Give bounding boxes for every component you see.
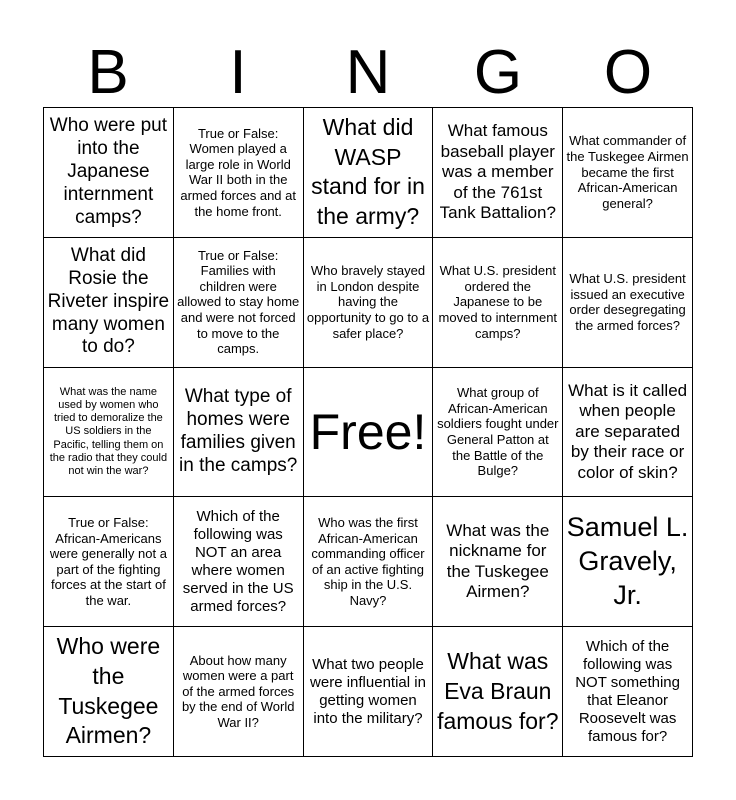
bingo-cell: Who bravely stayed in London despite having the opportunity to go to a safer place? <box>304 238 434 368</box>
bingo-cell: Who were the Tuskegee Airmen? <box>44 627 174 757</box>
bingo-cell: What is it called when people are separated by their race or color of skin? <box>563 368 693 498</box>
bingo-cell: What type of homes were families given in the camps? <box>174 368 304 498</box>
header-letter-b: B <box>87 38 129 107</box>
bingo-cell: True or False: Women played a large role in World War II both in the armed forces and at the home front. <box>174 108 304 238</box>
bingo-cell: What two people were influential in getting women into the military? <box>304 627 434 757</box>
bingo-cell: Who were put into the Japanese internment camps? <box>44 108 174 238</box>
bingo-cell: What group of African-American soldiers fought under General Patton at the Battle of the Bulge? <box>433 368 563 498</box>
header-letter-o: O <box>603 38 653 107</box>
bingo-cell: Which of the following was NOT an area where women served in the US armed forces? <box>174 497 304 627</box>
bingo-header <box>43 40 693 106</box>
bingo-cell: What was the nickname for the Tuskegee Airmen? <box>433 497 563 627</box>
header-letter-n: N <box>345 38 391 107</box>
bingo-cell: Samuel L. Gravely, Jr. <box>563 497 693 627</box>
bingo-cell: What U.S. president ordered the Japanese to be moved to internment camps? <box>433 238 563 368</box>
bingo-cell: What commander of the Tuskegee Airmen became the first African-American general? <box>563 108 693 238</box>
bingo-cell: What did Rosie the Riveter inspire many women to do? <box>44 238 174 368</box>
bingo-cell: True or False: African-Americans were generally not a part of the fighting forces at the start of the war. <box>44 497 174 627</box>
bingo-cell: Which of the following was NOT something that Eleanor Roosevelt was famous for? <box>563 627 693 757</box>
bingo-cell: True or False: Families with children were allowed to stay home and were not forced to move to the camps. <box>174 238 304 368</box>
free-space: Free! <box>304 368 434 498</box>
bingo-cell: About how many women were a part of the armed forces by the end of World War II? <box>174 627 304 757</box>
bingo-cell: What U.S. president issued an executive order desegregating the armed forces? <box>563 238 693 368</box>
bingo-cell: What was the name used by women who tried to demoralize the US soldiers in the Pacific, telling them on the radio that they could not win the war? <box>44 368 174 498</box>
bingo-cell: What did WASP stand for in the army? <box>304 108 434 238</box>
bingo-cell: What famous baseball player was a member of the 761st Tank Battalion? <box>433 108 563 238</box>
bingo-board <box>43 107 693 757</box>
bingo-cell: What was Eva Braun famous for? <box>433 627 563 757</box>
header-letter-g: G <box>473 38 523 107</box>
bingo-cell: Who was the first African-American commanding officer of an active fighting ship in the U.S. Navy? <box>304 497 434 627</box>
header-letter-i: I <box>229 38 247 107</box>
